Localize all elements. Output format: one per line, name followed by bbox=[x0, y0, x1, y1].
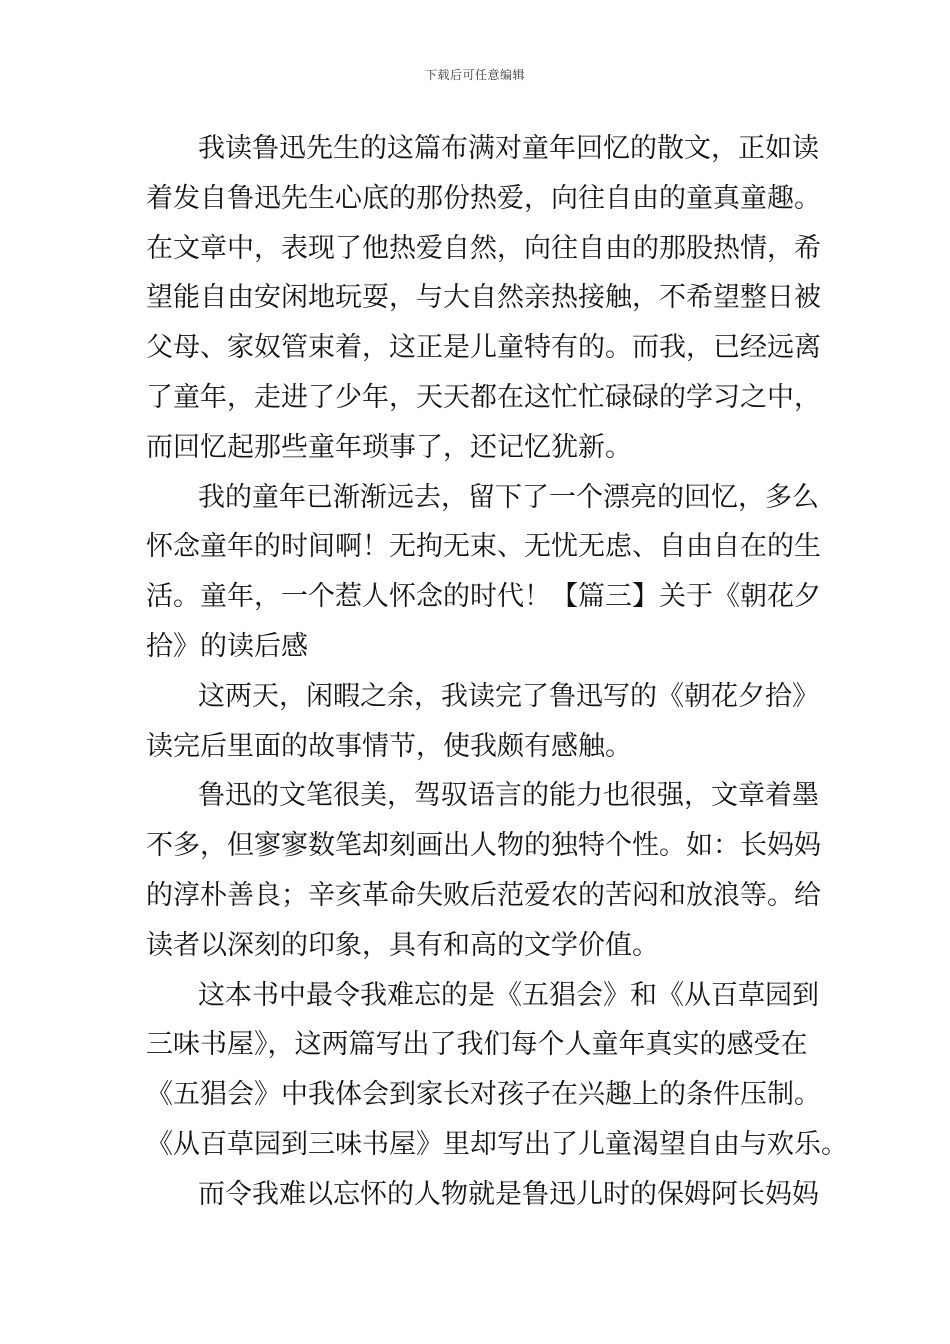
paragraph-first-line: 这两天，闲暇之余，我读完了鲁迅写的《朝花夕拾》 bbox=[198, 680, 819, 712]
text-line: 在文章中，表现了他热爱自然，向往自由的那股热情，希 bbox=[146, 232, 821, 264]
text-line: 《五猖会》中我体会到家长对孩子在兴趣上的条件压制。 bbox=[146, 1079, 821, 1111]
text-line: 而回忆起那些童年琐事了，还记忆犹新。 bbox=[146, 431, 632, 463]
text-line: 《从百草园到三味书屋》里却写出了儿童渴望自由与欢乐。 bbox=[146, 1128, 848, 1160]
text-line: 父母、家奴管束着，这正是儿童特有的。而我，已经远离 bbox=[146, 332, 821, 364]
paragraph-first-line: 我读鲁迅先生的这篇布满对童年回忆的散文，正如读 bbox=[198, 133, 819, 164]
text-line: 的淳朴善良；辛亥革命失败后范爱农的苦闷和放浪等。给 bbox=[146, 879, 821, 911]
text-line: 活。童年，一个惹人怀念的时代！【篇三】关于《朝花夕 bbox=[146, 581, 821, 613]
text-line: 读完后里面的故事情节，使我颇有感触。 bbox=[146, 730, 632, 762]
text-line: 不多，但寥寥数笔却刻画出人物的独特个性。如：长妈妈 bbox=[146, 830, 821, 862]
text-line: 拾》的读后感 bbox=[146, 630, 308, 662]
page-header: 下载后可任意编辑 bbox=[424, 68, 525, 82]
text-line: 着发自鲁迅先生心底的那份热爱，向往自由的童真童趣。 bbox=[146, 182, 821, 214]
text-line: 三味书屋》，这两篇写出了我们每个人童年真实的感受在 bbox=[146, 1029, 808, 1061]
paragraph-first-line: 而令我难以忘怀的人物就是鲁迅儿时的保姆阿长妈妈 bbox=[198, 1178, 819, 1210]
text-line: 望能自由安闲地玩耍，与大自然亲热接触，不希望整日被 bbox=[146, 282, 821, 314]
text-line: 怀念童年的时间啊！无拘无束、无忧无虑、自由自在的生 bbox=[146, 531, 821, 563]
text-line: 读者以深刻的印象，具有和高的文学价值。 bbox=[146, 929, 659, 961]
document-body bbox=[146, 124, 848, 1220]
text-line: 了童年，走进了少年，天天都在这忙忙碌碌的学习之中， bbox=[146, 381, 821, 413]
paragraph-first-line: 鲁迅的文笔很美，驾驭语言的能力也很强，文章着墨 bbox=[198, 780, 819, 812]
paragraph-first-line: 我的童年已渐渐远去，留下了一个漂亮的回忆，多么 bbox=[198, 481, 819, 513]
paragraph-first-line: 这本书中最令我难忘的是《五猖会》和《从百草园到 bbox=[198, 979, 819, 1011]
